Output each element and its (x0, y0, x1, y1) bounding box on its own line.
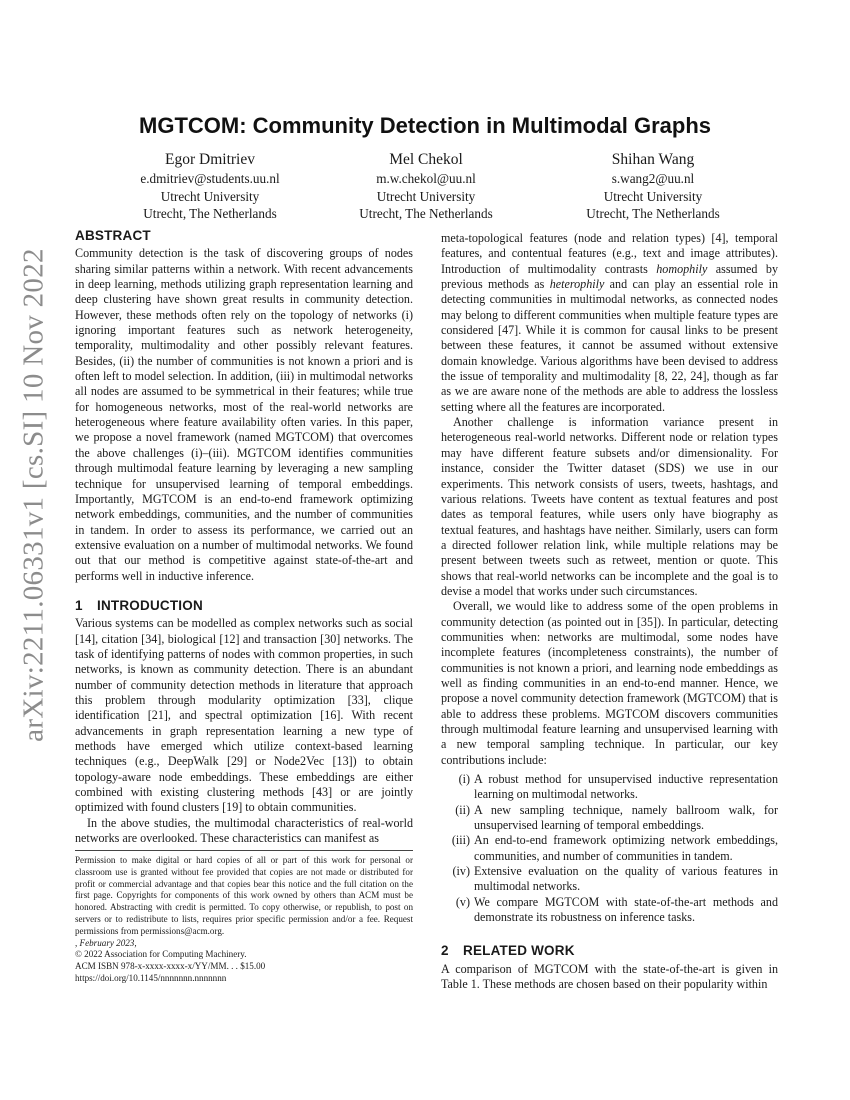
arxiv-identifier-text: arXiv:2211.06331v1 [cs.SI] 10 Nov 2022 (17, 248, 50, 742)
paper-title: MGTCOM: Community Detection in Multimodal Graphs (139, 113, 711, 138)
intro-paragraph-4: Overall, we would like to address some of the open problems in community detection (as pointed out in [35]). In particular, detecting communities when: networks are multimodal, some nodes have incomplete features (incompleteness constraints), the number of communities is not known a priori, and learning node embeddings as well as finding communities in an end-to-end manner. Hence, we propose a novel community detection framework (MGTCOM) that is able to address these problems. MGTCOM discovers communities through multimodal feature learning and unsupervised learning with a new temporal sampling technique. In particular, our key contributions include: (441, 599, 778, 767)
author-affiliation: Utrecht University (603, 188, 703, 204)
author-email: e.dmitriev@students.uu.nl (140, 171, 280, 186)
contributions-list (441, 772, 778, 925)
copyright-footnote (75, 850, 413, 985)
related-work-heading (441, 943, 778, 958)
copyright-line: © 2022 Association for Computing Machinery. (75, 949, 247, 960)
permission-notice: Permission to make digital or hard copies of all or part of this work for personal or classroom use is granted without fee provided that copies are not made or distributed for profit or commercial advantage and that copies bear this notice and the full citation on the first page. Copyrights for components of this work owned by others than ACM must be honored. Abstracting with credit is permitted. To copy otherwise, or republish, to post on servers or to redistribute to lists, requires prior specific permission and/or a fee. Request permissions from permissions@acm.org. (75, 855, 413, 936)
isbn-line: ACM ISBN 978-x-xxxx-xxxx-x/YY/MM. . . $15.00 (75, 961, 266, 972)
author-affiliation: Utrecht University (160, 188, 260, 204)
intro-paragraph-2-continued: meta-topological features (node and relation types) [4], temporal features, and contentual features (e.g., text and image attributes). Introduction of multimodality contrasts homophily assumed by previous methods as heterophily and can play an essential role in detecting communities in multimodal networks, as connected nodes may belong to different communities when multiple feature types are considered [47]. While it is common for causal links to be present between these features, it cannot be assumed without extensive domain knowledge. Various algorithms have been devised to address the issue of temporality and multimodality [8, 22, 24], though as far as we are aware none of the methods are able to address the lossless setting where all the features are incorporated. (441, 231, 778, 414)
introduction-heading (75, 598, 413, 613)
right-column (441, 231, 778, 993)
author-2 (311, 150, 541, 223)
contribution-item: (iii) An end-to-end framework optimizing network embeddings, communities, and number of communities in tandem. (451, 833, 778, 863)
author-name: Shihan Wang (611, 151, 695, 168)
author-name: Egor Dmitriev (165, 151, 255, 168)
conference-date: , February 2023, (75, 937, 137, 948)
related-work-paragraph-1: A comparison of MGTCOM with the state-of-the-art is given in Table 1. These methods are chosen based on their popularity within (441, 961, 778, 992)
section-number: 1 (75, 597, 83, 613)
author-location: Utrecht, The Netherlands (359, 206, 493, 221)
author-email: s.wang2@uu.nl (611, 171, 695, 186)
contribution-item: (iv) Extensive evaluation on the quality of various features in multimodal networks. (452, 864, 778, 894)
author-name: Mel Chekol (389, 151, 463, 168)
author-1 (95, 150, 325, 223)
doi-link[interactable]: https://doi.org/10.1145/nnnnnnn.nnnnnnn (75, 972, 227, 983)
section-title: RELATED WORK (463, 943, 575, 959)
author-location: Utrecht, The Netherlands (586, 206, 720, 221)
homophily-term: homophily (656, 261, 708, 276)
contribution-item: (ii) A new sampling technique, namely ballroom walk, for unsupervised learning of temporal embeddings. (455, 802, 778, 833)
author-affiliation: Utrecht University (376, 188, 476, 204)
contribution-item: (v) We compare MGTCOM with state-of-the-art methods and demonstrate its robustness on inference tasks. (455, 894, 778, 925)
intro-paragraph-1: Various systems can be modelled as complex networks such as social [14], citation [34], biological [12] and transaction [30] networks. The task of identifying patterns of nodes with common properties, in such networks, is known as community detection. There is an abundant number of community detection methods in literature that approach this problem through modularity optimization [33], clique identification [21], and spectral optimization [16]. With recent advancements in graph representation learning a new type of methods have emerged which utilize context-based learning techniques (e.g., DeepWalk [29] or Node2Vec [13]) to obtain topology-aware node embeddings. These embeddings are either combined with existing clustering methods [43] or are jointly optimized with found clusters [19] to obtain communities. (75, 616, 413, 815)
intro-paragraph-3: Another challenge is information variance present in heterogeneous real-world networks. Different node or relation types may have different feature subsets and/or dimensionality. For instance, consider the Twitter dataset (SDS) we use in our experiments. This network consists of users, tweets, hashtags, and various relations. Tweets have content as textual features and post dates as temporal features, while users only have biography as textual features, and hashtags have neither. Similarly, users can form a directed follower relation link, while multiple relations may be present between tweets such as retweet, mention or quote. This shows that real-world networks can be incomplete and the goal is to devise a model that works under such circumstances. (441, 415, 778, 598)
contribution-item: (i) A robust method for unsupervised inductive representation learning on multimodal networks. (458, 772, 778, 802)
heterophily-term: heterophily (549, 277, 605, 292)
abstract-heading: ABSTRACT (75, 228, 151, 243)
arxiv-identifier (14, 248, 54, 742)
section-title: INTRODUCTION (97, 597, 203, 613)
author-email: m.w.chekol@uu.nl (376, 171, 476, 186)
left-column (75, 228, 413, 846)
author-location: Utrecht, The Netherlands (143, 206, 277, 221)
author-3 (538, 150, 768, 223)
abstract-text: Community detection is the task of discovering groups of nodes sharing similar patterns within a network. With recent advancements in deep learning, methods utilizing graph representation learning and deep clustering have shown great results in community detection. However, these methods often rely on the topology of networks (i) ignoring important features such as network heterogeneity, temporality, multimodality and other possibly relevant features. Besides, (ii) the number of communities is not known a priori and is often left to model selection. In addition, (iii) in multimodal networks all nodes are assumed to be symmetrical in their features; while true for homogeneous networks, most of the real-world networks are heterogeneous where feature availability often varies. In this paper, we propose a novel framework (named MGTCOM) that overcomes the above challenges (i)–(iii). MGTCOM identifies communities through multimodal feature learning by leveraging a new sampling technique for unsupervised learning of temporal embeddings. Importantly, MGTCOM is an end-to-end framework optimizing network embeddings, communities, and the number of communities in tandem. In order to assess its performance, we carried out an extensive evaluation on a number of multimodal networks. We found out that our method is competitive against state-of-the-art and performs well in inductive inference. (75, 246, 413, 583)
section-number: 2 (441, 943, 449, 959)
intro-paragraph-2: In the above studies, the multimodal characteristics of real-world networks are overlooked. These characteristics can manifest as (75, 815, 413, 846)
